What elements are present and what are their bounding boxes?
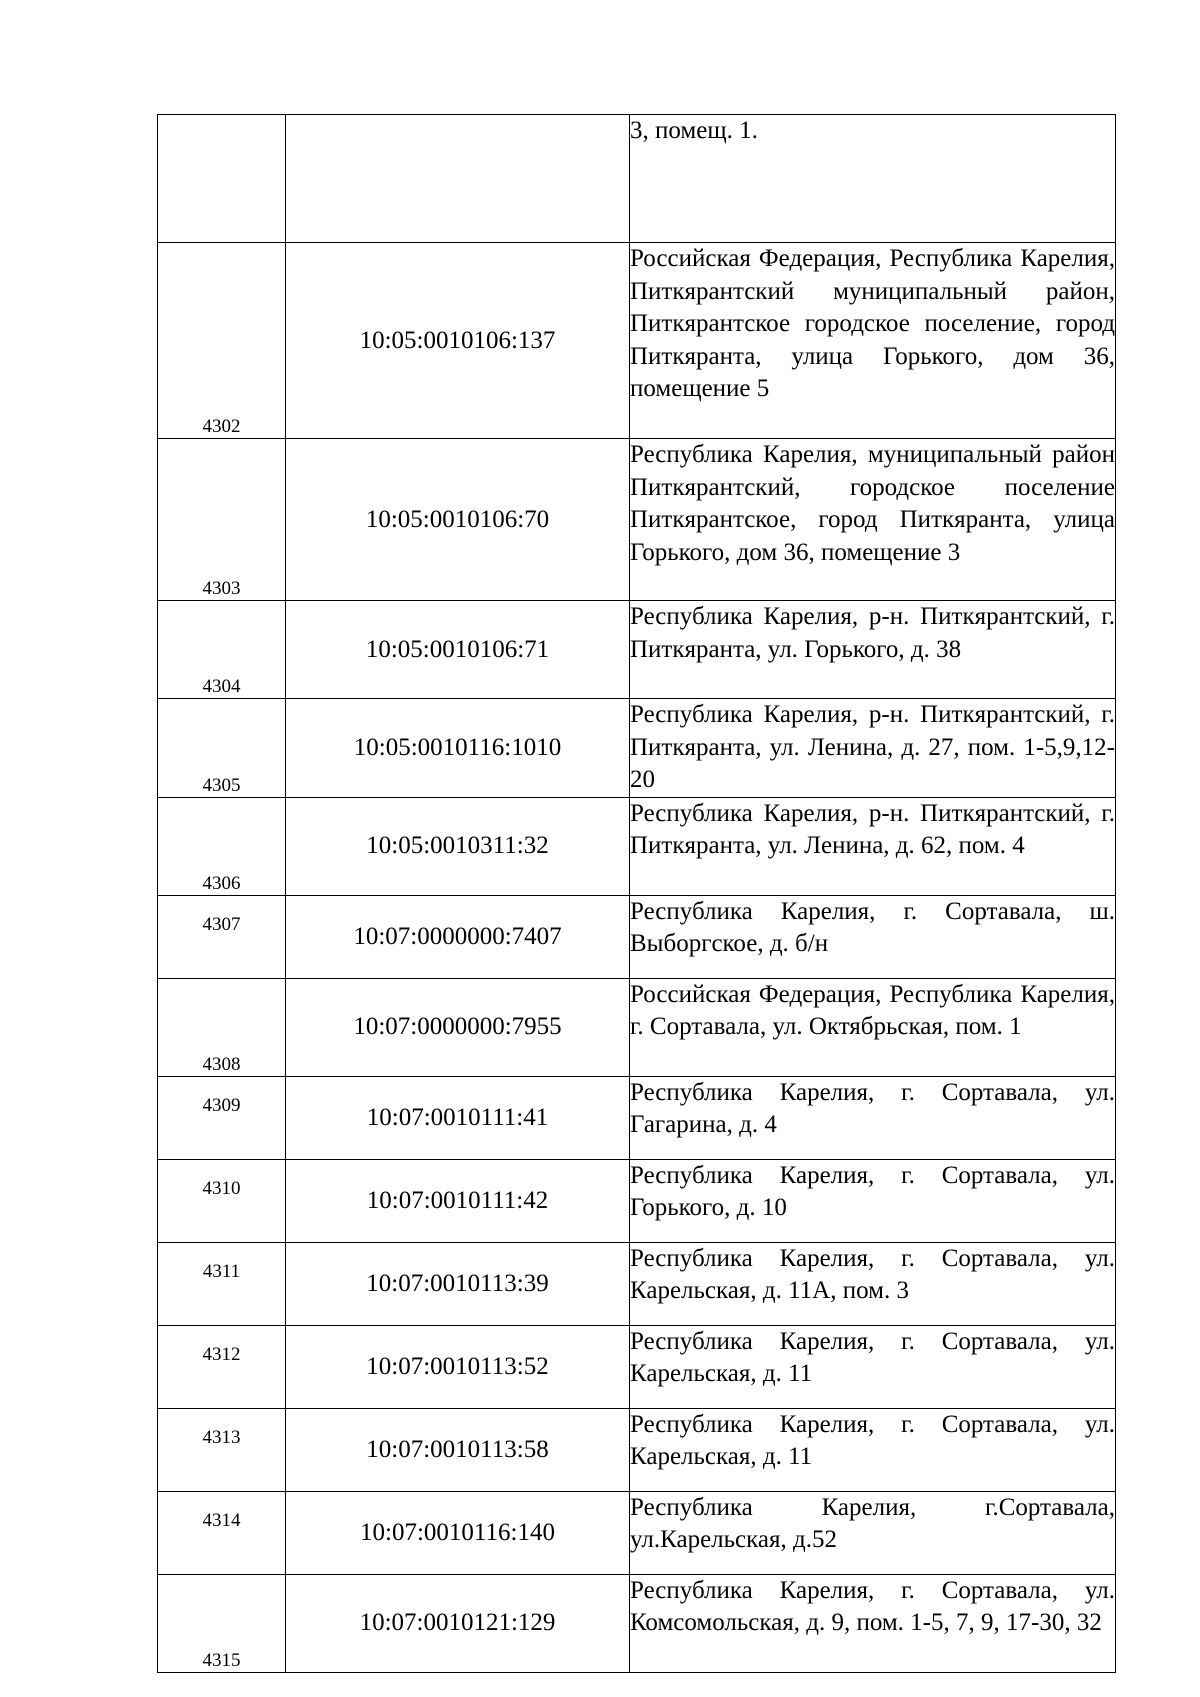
table-row	[158, 797, 1116, 895]
table-row	[158, 439, 1116, 601]
address-cell: Республика Карелия, г. Сортавала, ул. Карельская, д. 11	[630, 1408, 1116, 1491]
row-number-cell: 4314	[158, 1491, 286, 1574]
row-number-cell: 4311	[158, 1242, 286, 1325]
address-cell: Республика Карелия, муниципальный район Питкярантский, городское поселение Питкярантское, город Питкяранта, улица Горького, дом 36, помещение 3	[630, 439, 1116, 601]
table-row-continuation	[158, 115, 1116, 243]
row-number-cell: 4306	[158, 797, 286, 895]
cadastral-number-cell: 10:05:0010116:1010	[286, 699, 630, 798]
cadastral-number-cell: 10:07:0010113:58	[286, 1408, 630, 1491]
cadastral-number-cell: 10:07:0010113:52	[286, 1325, 630, 1408]
address-cell: 3, помещ. 1.	[630, 115, 1116, 243]
cadastral-number-cell: 10:05:0010106:137	[286, 243, 630, 439]
row-number-cell: 4312	[158, 1325, 286, 1408]
table-row	[158, 1408, 1116, 1491]
cadastral-number-cell: 10:07:0010121:129	[286, 1574, 630, 1672]
table-row	[158, 1574, 1116, 1672]
table-row	[158, 243, 1116, 439]
cadastral-number-cell: 10:07:0000000:7407	[286, 895, 630, 978]
table-row	[158, 1159, 1116, 1242]
table-row	[158, 1076, 1116, 1159]
row-number-cell: 4315	[158, 1574, 286, 1672]
address-cell: Республика Карелия, г.Сортавала, ул.Карельская, д.52	[630, 1491, 1116, 1574]
table-row	[158, 601, 1116, 699]
table-row	[158, 1325, 1116, 1408]
address-cell: Республика Карелия, г. Сортавала, ул. Карельская, д. 11	[630, 1325, 1116, 1408]
address-cell: Республика Карелия, р-н. Питкярантский, г. Питкяранта, ул. Ленина, д. 27, пом. 1-5,9,12-20	[630, 699, 1116, 798]
row-number-cell: 4308	[158, 978, 286, 1076]
row-number-cell: 4303	[158, 439, 286, 601]
cadastral-number-cell: 10:07:0010111:41	[286, 1076, 630, 1159]
cadastral-number-cell: 10:07:0010113:39	[286, 1242, 630, 1325]
address-cell: Республика Карелия, р-н. Питкярантский, г. Питкяранта, ул. Горького, д. 38	[630, 601, 1116, 699]
row-number-cell: 4307	[158, 895, 286, 978]
table-row	[158, 1242, 1116, 1325]
address-cell: Российская Федерация, Республика Карелия, г. Сортавала, ул. Октябрьская, пом. 1	[630, 978, 1116, 1076]
address-cell: Республика Карелия, г. Сортавала, ул. Карельская, д. 11А, пом. 3	[630, 1242, 1116, 1325]
cadastral-number-cell: 10:05:0010106:71	[286, 601, 630, 699]
row-number-cell: 4310	[158, 1159, 286, 1242]
cadastral-number-cell: 10:05:0010311:32	[286, 797, 630, 895]
cadastral-number-cell	[286, 115, 630, 243]
table-row	[158, 895, 1116, 978]
address-cell: Республика Карелия, г. Сортавала, ул. Гагарина, д. 4	[630, 1076, 1116, 1159]
property-registry-table	[157, 114, 1116, 1673]
cadastral-number-cell: 10:07:0000000:7955	[286, 978, 630, 1076]
cadastral-number-cell: 10:07:0010116:140	[286, 1491, 630, 1574]
row-number-cell: 4305	[158, 699, 286, 798]
table-row	[158, 1491, 1116, 1574]
row-number-cell: 4309	[158, 1076, 286, 1159]
row-number-cell: 4304	[158, 601, 286, 699]
address-cell: Российская Федерация, Республика Карелия, Питкярантский муниципальный район, Питкярантское городское поселение, город Питкяранта, улица Горького, дом 36, помещение 5	[630, 243, 1116, 439]
address-cell: Республика Карелия, г. Сортавала, ул. Комсомольская, д. 9, пом. 1-5, 7, 9, 17-30, 32	[630, 1574, 1116, 1672]
row-number-cell: 4313	[158, 1408, 286, 1491]
table-row	[158, 699, 1116, 798]
table-row	[158, 978, 1116, 1076]
address-cell: Республика Карелия, р-н. Питкярантский, г. Питкяранта, ул. Ленина, д. 62, пом. 4	[630, 797, 1116, 895]
cadastral-number-cell: 10:05:0010106:70	[286, 439, 630, 601]
address-cell: Республика Карелия, г. Сортавала, ул. Горького, д. 10	[630, 1159, 1116, 1242]
cadastral-number-cell: 10:07:0010111:42	[286, 1159, 630, 1242]
address-cell: Республика Карелия, г. Сортавала, ш. Выборгское, д. б/н	[630, 895, 1116, 978]
row-number-cell	[158, 115, 286, 243]
row-number-cell: 4302	[158, 243, 286, 439]
